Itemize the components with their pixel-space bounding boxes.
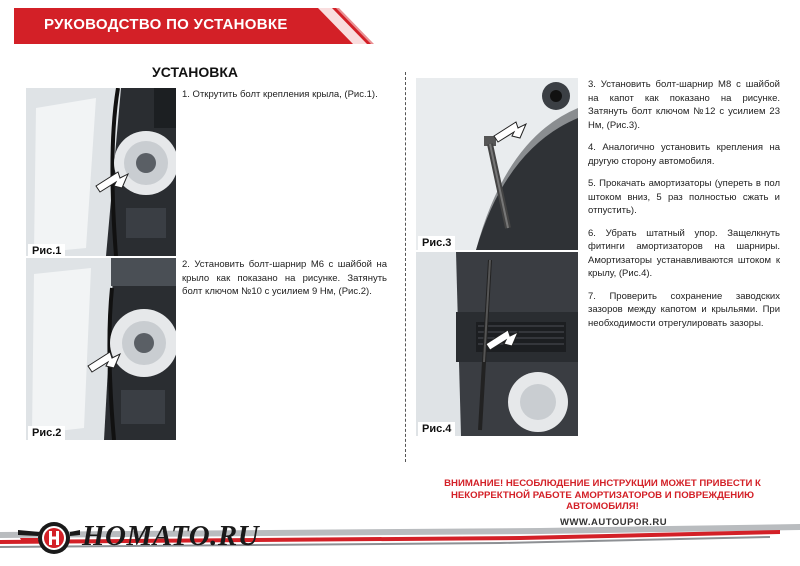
figure-3-photo bbox=[416, 78, 578, 250]
step-1-text: 1. Открутить болт крепления крыла, (Рис.1). bbox=[182, 89, 378, 100]
figure-1-label: Рис.1 bbox=[28, 244, 65, 258]
warning-line-1: ВНИМАНИЕ! НЕСОБЛЮДЕНИЕ ИНСТРУКЦИИ МОЖЕТ ПРИВЕСТИ К bbox=[444, 478, 761, 489]
figure-4-label: Рис.4 bbox=[418, 422, 455, 436]
figure-2-photo bbox=[26, 258, 176, 440]
step-2-text: 2. Установить болт-шарнир М6 с шайбой на крыло как показано на рисунке. Затянуть болт ключом №10 с усилием 9 Нм, (Рис.2). bbox=[182, 259, 387, 297]
warning-line-3: АВТОМОБИЛЯ! bbox=[566, 501, 639, 512]
website-link[interactable]: WWW.AUTOUPOR.RU bbox=[560, 517, 668, 528]
column-divider bbox=[405, 72, 406, 462]
warning-line-2: НЕКОРРЕКТНОЙ РАБОТЕ АМОРТИЗАТОРОВ И ПОВРЕЖДЕНИЮ bbox=[450, 489, 755, 501]
warning-text bbox=[425, 478, 780, 513]
step-6-text: 6. Убрать штатный упор. Защелкнуть фитинги амортизаторов на шарниры. Амортизаторы устанавливаются штоком к крылу, (Рис.4). bbox=[588, 227, 780, 279]
brand-logo[interactable] bbox=[18, 516, 260, 560]
page-title: РУКОВОДСТВО ПО УСТАНОВКЕ bbox=[44, 16, 288, 33]
figure-3-label: Рис.3 bbox=[418, 236, 455, 250]
section-title: УСТАНОВКА bbox=[152, 64, 239, 80]
step-3-text: 3. Установить болт-шарнир М8 с шайбой на капот как показано на рисунке. Затянуть болт ключом №12 с усилием 23 Нм, (Рис.3). bbox=[588, 79, 780, 131]
right-column-steps bbox=[588, 78, 780, 339]
logo-text: HOMATO.RU bbox=[82, 520, 260, 552]
header-banner bbox=[14, 8, 374, 44]
figure-2-label: Рис.2 bbox=[28, 426, 65, 440]
step-7-text: 7. Проверить сохранение заводских зазоров между капотом и крыльями. При необходимости отрегулировать зазоры. bbox=[588, 290, 780, 329]
figure-1-photo bbox=[26, 88, 176, 256]
figure-4-photo bbox=[416, 252, 578, 436]
step-5-text: 5. Прокачать амортизаторы (упереть в пол штоком вниз, 5 раз полностью сжать и отпустить). bbox=[588, 178, 780, 216]
step-4-text: 4. Аналогично установить крепления на другую сторону автомобиля. bbox=[588, 142, 780, 167]
